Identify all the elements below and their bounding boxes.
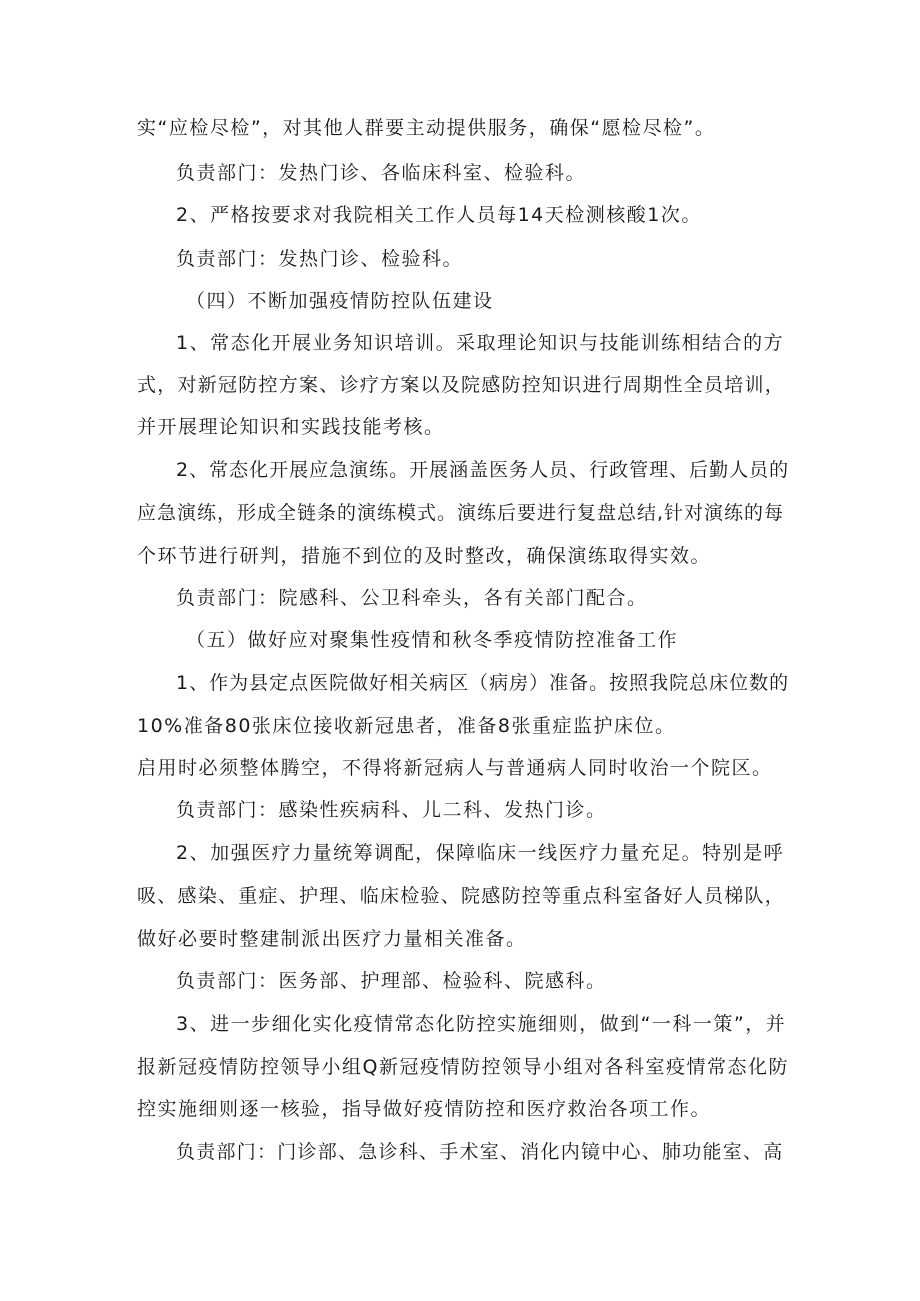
text-line: 10%准备80张床位接收新冠患者，准备8张重症监护床位。 bbox=[137, 715, 676, 737]
responsible-dept-line: 负责部门：门诊部、急诊科、手术室、消化内镜中心、肺功能室、高 bbox=[176, 1141, 784, 1163]
text-line: 实“应检尽检”，对其他人群要主动提供服务，确保“愿检尽检”。 bbox=[137, 117, 716, 139]
text-line: 1、常态化开展业务知识培训。采取理论知识与技能训练相结合的方 bbox=[176, 332, 785, 354]
responsible-dept-line: 负责部门：感染性疾病科、儿二科、发热门诊。 bbox=[176, 799, 607, 821]
text-line: 2、加强医疗力量统筹调配，保障临床一线医疗力量充足。特别是呼 bbox=[176, 842, 785, 864]
text-line: 报新冠疫情防控领导小组Q新冠疫情防控领导小组对各科室疫情常态化防 bbox=[137, 1056, 789, 1078]
text-line: 个环节进行研判，措施不到位的及时整改，确保演练取得实效。 bbox=[137, 545, 712, 567]
responsible-dept-line: 负责部门：发热门诊、检验科。 bbox=[176, 248, 464, 270]
text-line: 做好必要时整建制派出医疗力量相关准备。 bbox=[137, 928, 527, 950]
text-line: 3、进一步细化实化疫情常态化防控实施细则，做到“一科一策”，并 bbox=[176, 1013, 787, 1035]
responsible-dept-line: 负责部门：院感科、公卫科牵头，各有关部门配合。 bbox=[176, 587, 648, 609]
responsible-dept-line: 负责部门：发热门诊、各临床科室、检验科。 bbox=[176, 162, 587, 184]
text-line: 应急演练，形成全链条的演练模式。演练后要进行复盘总结,针对演练的每 bbox=[137, 502, 785, 524]
text-line: 并开展理论知识和实践技能考核。 bbox=[137, 416, 445, 438]
text-line: 2、严格按要求对我院相关工作人员每14天检测核酸1次。 bbox=[176, 204, 702, 226]
text-line: 启用时必须整体腾空，不得将新冠病人与普通病人同时收治一个院区。 bbox=[137, 757, 773, 779]
section-heading: （五）做好应对聚集性疫情和秋冬季疫情防控准备工作 bbox=[186, 629, 679, 651]
text-line: 式，对新冠防控方案、诊疗方案以及院感防控知识进行周期性全员培训， bbox=[137, 374, 786, 396]
responsible-dept-line: 负责部门：医务部、护理部、检验科、院感科。 bbox=[176, 970, 607, 992]
text-line: 1、作为县定点医院做好相关病区（病房）准备。按照我院总床位数的 bbox=[176, 672, 790, 694]
text-line: 吸、感染、重症、护理、临床检验、院感防控等重点科室备好人员梯队， bbox=[137, 885, 786, 907]
text-line: 控实施细则逐一核验，指导做好疫情防控和医疗救治各项工作。 bbox=[137, 1098, 712, 1120]
section-heading: （四）不断加强疫情防控队伍建设 bbox=[186, 290, 494, 312]
text-line: 2、常态化开展应急演练。开展涵盖医务人员、行政管理、后勤人员的 bbox=[176, 459, 790, 481]
